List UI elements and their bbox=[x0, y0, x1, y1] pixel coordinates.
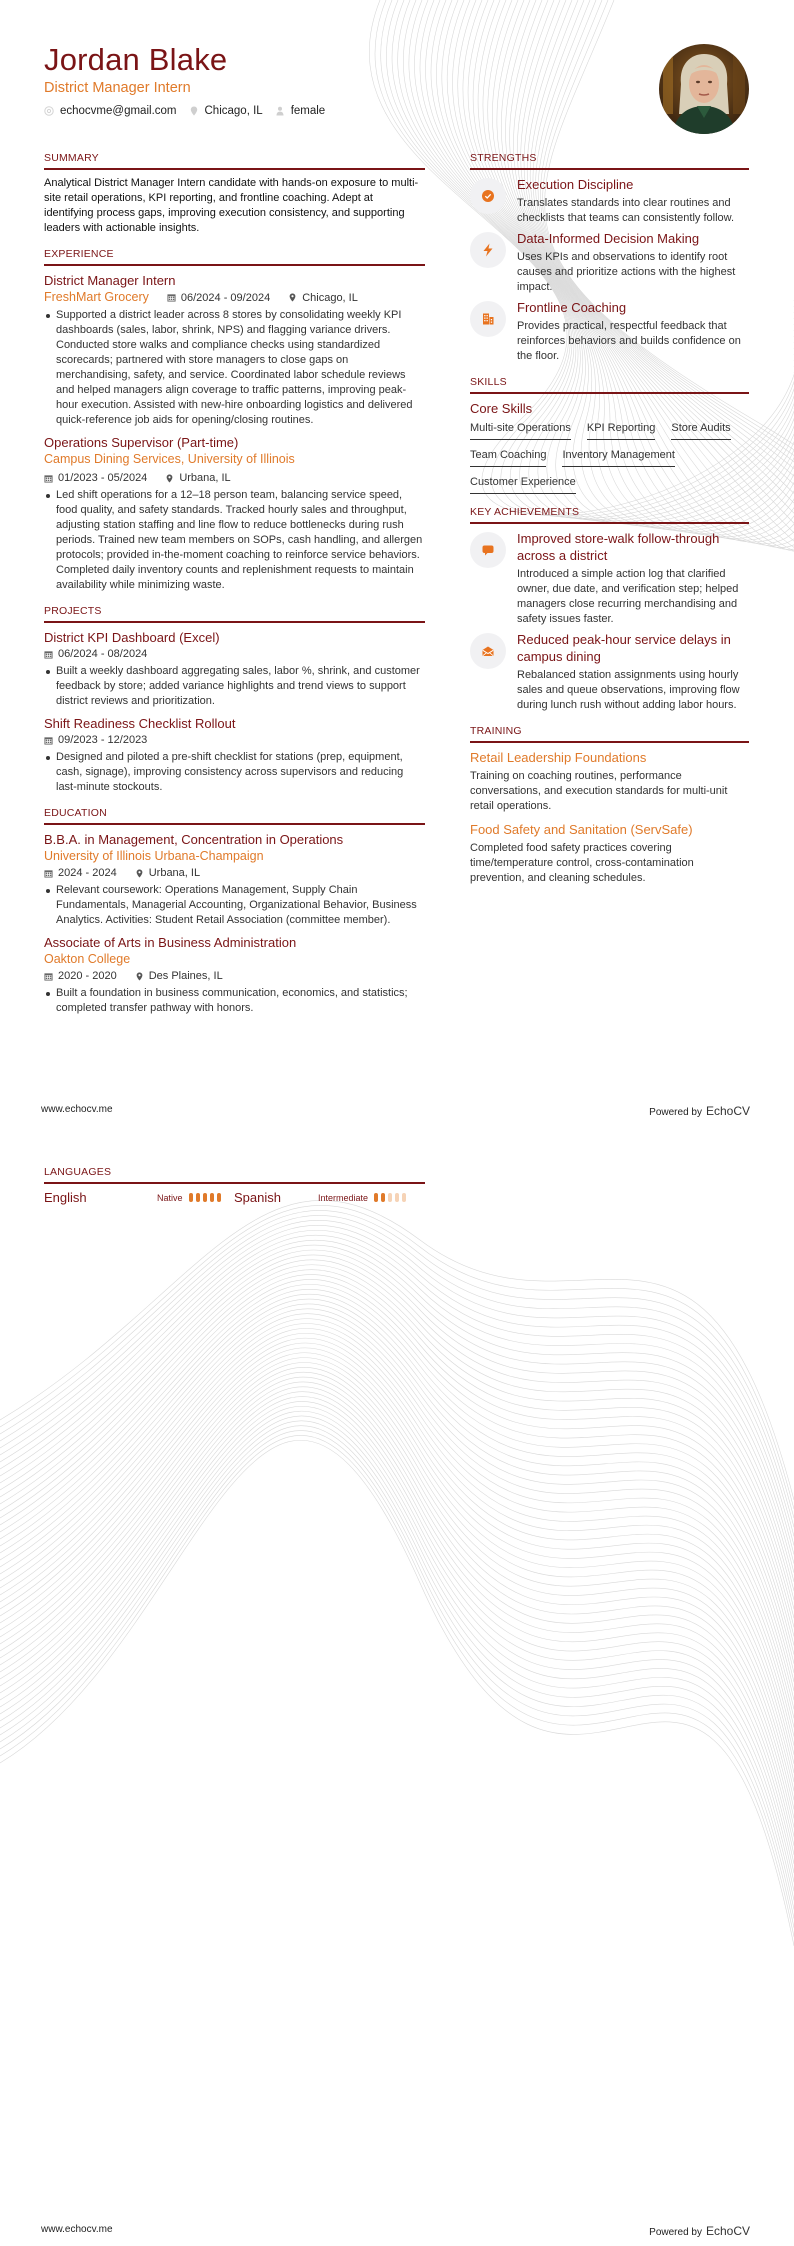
bullet-item: Built a foundation in business communication, economics, and statistics; completed transfer pathway with honors. bbox=[44, 986, 425, 1016]
dates-text: 06/2024 - 09/2024 bbox=[180, 291, 271, 304]
map-pin-icon bbox=[135, 869, 144, 878]
location-text: Des Plaines, IL bbox=[148, 970, 223, 982]
skill-tag: Inventory Management bbox=[562, 448, 675, 467]
brand-link[interactable]: EchoCV bbox=[705, 1104, 750, 1118]
job-location bbox=[165, 470, 230, 486]
proficiency-dot-filled bbox=[374, 1193, 378, 1202]
job-meta bbox=[44, 470, 425, 486]
map-pin-icon bbox=[165, 474, 174, 483]
page-footer bbox=[0, 2224, 794, 2238]
education-location bbox=[135, 968, 223, 984]
bullet-item: Supported a district leader across 8 stores by consolidating weekly KPI dashboards (sales, labor, shrink, NPS) and flagging variance drivers. Conducted store walks and compliance checks using standardized scorecards; partnered with store managers to close gaps on merchandising, safety, and service. Coordinated labor schedule reviews and helped managers align coverage to traffic patterns, improving peak-hour execution. Assisted with new-hire onboarding logistics and delivered quick-reference job aids for opening/closing routines. bbox=[44, 308, 425, 428]
project-title: District KPI Dashboard (Excel) bbox=[44, 630, 220, 645]
icon-circle bbox=[470, 633, 506, 669]
section-divider bbox=[470, 522, 749, 524]
building-icon bbox=[481, 312, 495, 326]
education-section bbox=[44, 807, 425, 1016]
section-divider bbox=[44, 264, 425, 266]
company-name: Campus Dining Services, University of Illinois bbox=[44, 452, 295, 466]
school-name: University of Illinois Urbana-Champaign bbox=[44, 849, 264, 863]
project-entry bbox=[44, 715, 425, 795]
dates-text: 2024 - 2024 bbox=[58, 867, 117, 879]
job-dates bbox=[167, 290, 270, 306]
languages-section bbox=[44, 1166, 425, 1205]
section-divider bbox=[470, 741, 749, 743]
project-bullets bbox=[44, 750, 425, 795]
project-meta bbox=[44, 732, 425, 748]
proficiency-dot-filled bbox=[210, 1193, 214, 1202]
contact-location bbox=[189, 105, 263, 117]
brand-link[interactable]: EchoCV bbox=[705, 2224, 750, 2238]
achievement-desc: Rebalanced station assignments using hourly sales and queue observations, improving flow during lunch rush without adding labor hours. bbox=[517, 669, 740, 711]
map-pin-icon bbox=[288, 293, 297, 302]
proficiency-dot-filled bbox=[189, 1193, 193, 1202]
experience-entry bbox=[44, 434, 425, 593]
skill-tags bbox=[470, 421, 749, 494]
resume-header bbox=[44, 42, 325, 117]
left-column bbox=[44, 152, 425, 1028]
section-divider bbox=[470, 392, 749, 394]
language-level: Native bbox=[157, 1192, 183, 1203]
proficiency-dot-empty bbox=[388, 1193, 392, 1202]
education-entry bbox=[44, 934, 425, 1016]
section-divider bbox=[44, 168, 425, 170]
project-title: Shift Readiness Checklist Rollout bbox=[44, 716, 236, 731]
job-dates bbox=[44, 470, 147, 486]
icon-circle bbox=[470, 178, 506, 214]
language-item bbox=[234, 1190, 424, 1205]
project-meta bbox=[44, 646, 425, 662]
speech-bubble-icon bbox=[481, 543, 495, 557]
language-level: Intermediate bbox=[318, 1192, 369, 1203]
company-name: FreshMart Grocery bbox=[44, 290, 149, 304]
strength-item bbox=[470, 230, 749, 295]
location-text: Chicago, IL bbox=[302, 291, 358, 304]
calendar-icon bbox=[44, 736, 53, 745]
gender-text: female bbox=[290, 105, 326, 117]
skill-tag: Store Audits bbox=[671, 421, 730, 440]
degree-title: B.B.A. in Management, Concentration in Operations bbox=[44, 832, 344, 847]
calendar-icon bbox=[44, 474, 53, 483]
powered-by-label: Powered by bbox=[649, 2227, 702, 2238]
powered-by bbox=[649, 1104, 750, 1118]
candidate-title: District Manager Intern bbox=[44, 80, 191, 96]
achievement-item bbox=[470, 530, 749, 627]
section-heading: SKILLS bbox=[470, 376, 507, 388]
section-divider bbox=[44, 1182, 425, 1184]
section-heading: SUMMARY bbox=[44, 152, 99, 164]
section-divider bbox=[44, 823, 425, 825]
calendar-icon bbox=[44, 650, 53, 659]
strengths-section bbox=[470, 152, 749, 364]
skill-tag: Multi-site Operations bbox=[470, 421, 571, 440]
icon-circle bbox=[470, 301, 506, 337]
project-bullets bbox=[44, 664, 425, 709]
website-link[interactable]: www.echocv.me bbox=[41, 1104, 113, 1115]
education-meta bbox=[44, 968, 425, 984]
bullet-item: Led shift operations for a 12–18 person team, balancing service speed, food quality, and safety standards. Tracked hourly sales and throughput, adjusting station staffing and line flow to reduce bottlenecks during rush periods. Trained new team members on SOPs, cash handling, and allergen protocols; provided in-the-moment coaching to reinforce service behaviors. Completed daily inventory counts and replenishment requests to maintain availability while minimizing waste. bbox=[44, 488, 425, 593]
map-pin-icon bbox=[189, 106, 199, 116]
powered-by bbox=[649, 2224, 750, 2238]
job-meta bbox=[167, 290, 358, 306]
job-bullets bbox=[44, 308, 425, 428]
avatar bbox=[659, 44, 749, 134]
profile-photo bbox=[659, 44, 749, 134]
strength-title: Data-Informed Decision Making bbox=[517, 231, 700, 246]
calendar-icon bbox=[44, 972, 53, 981]
section-heading: STRENGTHS bbox=[470, 152, 537, 164]
bullet-item: Relevant coursework: Operations Management, Supply Chain Fundamentals, Managerial Accounting, Organizational Behavior, Business Analytics. Activities: Student Retail Association (committee member). bbox=[44, 883, 425, 928]
job-bullets bbox=[44, 488, 425, 593]
achievements-section bbox=[470, 506, 749, 713]
degree-title: Associate of Arts in Business Administration bbox=[44, 935, 297, 950]
education-bullets bbox=[44, 986, 425, 1016]
icon-circle bbox=[470, 232, 506, 268]
language-name: English bbox=[44, 1190, 87, 1205]
powered-by-label: Powered by bbox=[649, 1107, 702, 1118]
training-desc: Completed food safety practices covering time/temperature control, cross-contamination prevention, and cleaning schedules. bbox=[470, 842, 694, 884]
skill-group-title: Core Skills bbox=[470, 401, 533, 416]
experience-entry bbox=[44, 272, 425, 428]
experience-section bbox=[44, 248, 425, 593]
education-meta bbox=[44, 865, 425, 881]
section-divider bbox=[470, 168, 749, 170]
proficiency-meter bbox=[374, 1193, 406, 1202]
strength-desc: Uses KPIs and observations to identify root causes and prioritize actions with the highest impact. bbox=[517, 251, 736, 293]
proficiency-dot-empty bbox=[402, 1193, 406, 1202]
language-item bbox=[44, 1190, 234, 1205]
job-title: Operations Supervisor (Part-time) bbox=[44, 435, 239, 450]
education-entry bbox=[44, 831, 425, 928]
at-sign-icon bbox=[44, 106, 54, 116]
location-text: Urbana, IL bbox=[148, 867, 201, 879]
location-text: Chicago, IL bbox=[204, 105, 263, 117]
proficiency-dot-filled bbox=[381, 1193, 385, 1202]
training-desc: Training on coaching routines, performance conversations, and execution standards for multi-unit retail operations. bbox=[470, 770, 728, 812]
skill-tag: Team Coaching bbox=[470, 448, 546, 467]
proficiency-dot-filled bbox=[196, 1193, 200, 1202]
education-dates bbox=[44, 865, 117, 881]
website-link[interactable]: www.echocv.me bbox=[41, 2224, 113, 2235]
candidate-name: Jordan Blake bbox=[44, 42, 228, 77]
strength-desc: Provides practical, respectful feedback that reinforces behaviors and builds confidence on the floor. bbox=[517, 320, 741, 362]
training-title: Food Safety and Sanitation (ServSafe) bbox=[470, 822, 693, 837]
contact-email[interactable] bbox=[44, 105, 177, 117]
section-divider bbox=[44, 621, 425, 623]
section-heading: EDUCATION bbox=[44, 807, 107, 819]
calendar-icon bbox=[167, 293, 176, 302]
lightning-bolt-icon bbox=[481, 243, 495, 257]
achievement-desc: Introduced a simple action log that clarified owner, due date, and verification step; helped managers close recurring merchandising and safety issues faster. bbox=[517, 568, 739, 625]
contact-gender bbox=[275, 105, 326, 117]
proficiency-dot-filled bbox=[217, 1193, 221, 1202]
bullet-item: Designed and piloted a pre-shift checklist for stations (prep, equipment, cash, signage), improving consistency across supervisors and reducing last-minute stockouts. bbox=[44, 750, 425, 795]
job-title: District Manager Intern bbox=[44, 273, 176, 288]
location-text: Urbana, IL bbox=[179, 472, 231, 484]
section-heading: PROJECTS bbox=[44, 605, 102, 617]
proficiency-dot-empty bbox=[395, 1193, 399, 1202]
strength-desc: Translates standards into clear routines and checklists that teams can consistently follow. bbox=[517, 197, 735, 224]
achievement-title: Improved store-walk follow-through across a district bbox=[517, 531, 720, 563]
dates-text: 01/2023 - 05/2024 bbox=[58, 472, 148, 484]
education-bullets bbox=[44, 883, 425, 928]
language-name: Spanish bbox=[234, 1190, 281, 1205]
strength-title: Frontline Coaching bbox=[517, 300, 627, 315]
proficiency-meter bbox=[189, 1193, 221, 1202]
projects-section bbox=[44, 605, 425, 795]
achievement-item bbox=[470, 631, 749, 713]
training-title: Retail Leadership Foundations bbox=[470, 750, 647, 765]
calendar-icon bbox=[44, 869, 53, 878]
skill-tag: Customer Experience bbox=[470, 475, 576, 494]
strength-title: Execution Discipline bbox=[517, 177, 634, 192]
icon-circle bbox=[470, 532, 506, 568]
school-name: Oakton College bbox=[44, 952, 131, 966]
section-heading: TRAINING bbox=[470, 725, 522, 737]
strength-item bbox=[470, 299, 749, 364]
job-org-meta bbox=[44, 289, 425, 306]
section-heading: EXPERIENCE bbox=[44, 248, 114, 260]
project-dates bbox=[44, 646, 147, 662]
person-icon bbox=[275, 106, 285, 116]
education-dates bbox=[44, 968, 117, 984]
dates-text: 2020 - 2020 bbox=[58, 970, 117, 982]
right-column bbox=[470, 152, 749, 898]
bullet-item: Built a weekly dashboard aggregating sales, labor %, shrink, and customer feedback by store; added variance highlights and trend views to support district reviews and prioritization. bbox=[44, 664, 425, 709]
contact-row bbox=[44, 105, 325, 117]
skills-section bbox=[470, 376, 749, 494]
project-entry bbox=[44, 629, 425, 709]
education-location bbox=[135, 865, 200, 881]
languages-row bbox=[44, 1190, 425, 1205]
project-dates bbox=[44, 732, 147, 748]
summary-text: Analytical District Manager Intern candidate with hands-on exposure to multi-site retail operations, KPI reporting, and frontline coaching. Adept at identifying process gaps, improving execution consistency, and supporting leaders with actionable insights. bbox=[44, 177, 419, 234]
section-heading: LANGUAGES bbox=[44, 1166, 112, 1178]
resume-page-2 bbox=[0, 1124, 794, 2246]
training-section bbox=[470, 725, 749, 886]
page-footer bbox=[0, 1104, 794, 1118]
achievement-title: Reduced peak-hour service delays in campus dining bbox=[517, 632, 731, 664]
job-location bbox=[288, 290, 358, 306]
check-badge-icon bbox=[481, 189, 495, 203]
envelope-open-icon bbox=[481, 644, 495, 658]
proficiency-dot-filled bbox=[203, 1193, 207, 1202]
email-text: echocvme@gmail.com bbox=[60, 105, 177, 117]
skill-tag: KPI Reporting bbox=[587, 421, 655, 440]
section-heading: KEY ACHIEVEMENTS bbox=[470, 506, 580, 518]
map-pin-icon bbox=[135, 972, 144, 981]
summary-section bbox=[44, 152, 425, 236]
strength-item bbox=[470, 176, 749, 226]
dates-text: 06/2024 - 08/2024 bbox=[58, 648, 148, 660]
dates-text: 09/2023 - 12/2023 bbox=[58, 734, 148, 746]
